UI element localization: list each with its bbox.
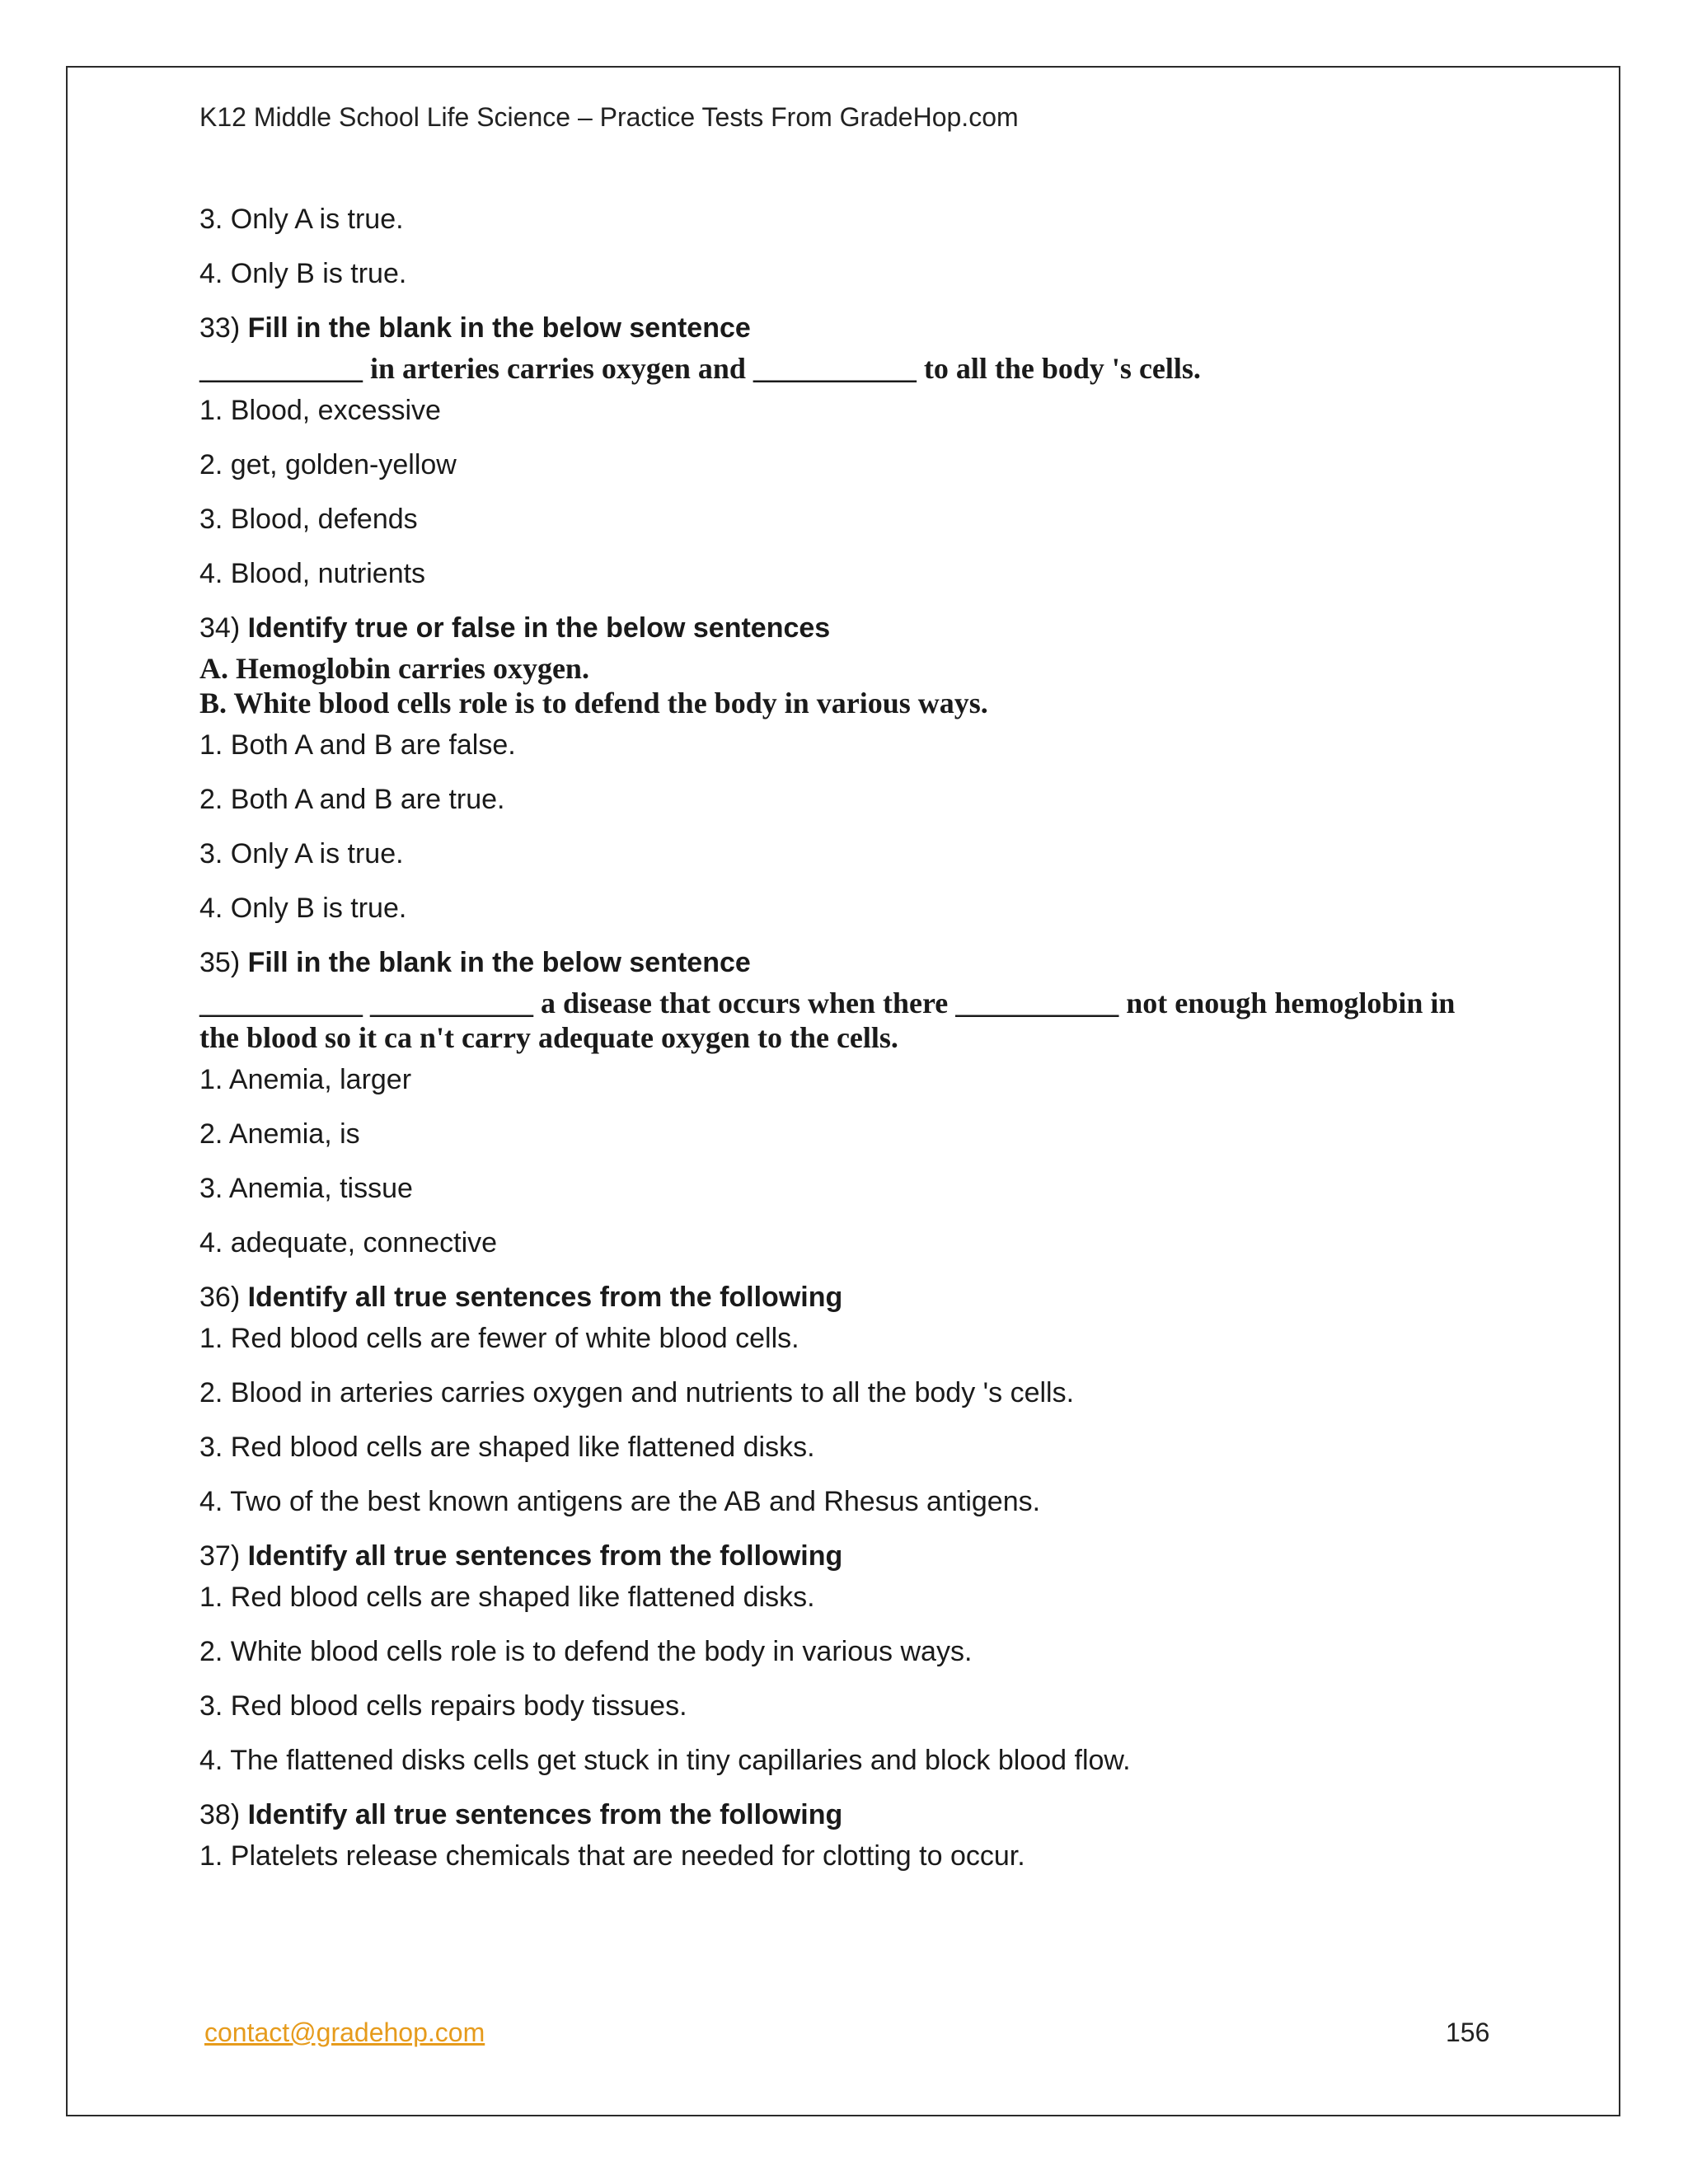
question-prompt: Fill in the blank in the below sentence <box>247 312 751 344</box>
question-number: 35) <box>199 947 241 978</box>
option-item: 1. Red blood cells are fewer of white blood cells. <box>199 1323 799 1354</box>
statement-b: B. White blood cells role is to defend the body in various ways. <box>199 687 988 719</box>
question-37-heading <box>199 1538 1502 1574</box>
option-item: 3. Blood, defends <box>199 504 418 535</box>
question-number: 34) <box>199 612 241 644</box>
question-35-statement: ___________ ___________ a disease that occurs when there ___________ not enough hemoglobin in the blood so it ca n't carry adequate oxygen to the cells. <box>199 987 1456 1054</box>
question-number: 33) <box>199 312 241 344</box>
option-item: 1. Both A and B are false. <box>199 729 516 761</box>
page-content <box>199 201 1502 1892</box>
page-number: 156 <box>1446 2018 1490 2047</box>
option-item: 2. Blood in arteries carries oxygen and nutrients to all the body 's cells. <box>199 1377 1075 1408</box>
option-item: 1. Anemia, larger <box>199 1064 412 1095</box>
question-33-heading <box>199 310 1502 346</box>
option-item: 4. Two of the best known antigens are the AB and Rhesus antigens. <box>199 1486 1041 1517</box>
option-item: 2. Anemia, is <box>199 1118 360 1150</box>
question-prompt: Identify all true sentences from the following <box>247 1282 843 1313</box>
question-38-heading <box>199 1797 1502 1833</box>
option-item: 1. Platelets release chemicals that are needed for clotting to occur. <box>199 1840 1025 1872</box>
option-item: 3. Red blood cells are shaped like flattened disks. <box>199 1432 815 1463</box>
option-item: 3. Only A is true. <box>199 204 404 235</box>
option-item: 4. Blood, nutrients <box>199 558 426 589</box>
question-number: 38) <box>199 1799 241 1830</box>
option-item: 4. adequate, connective <box>199 1227 498 1258</box>
option-item: 2. White blood cells role is to defend the body in various ways. <box>199 1636 973 1667</box>
contact-email-link[interactable]: contact@gradehop.com <box>204 2018 485 2047</box>
option-item: 4. The flattened disks cells get stuck in tiny capillaries and block blood flow. <box>199 1745 1131 1776</box>
option-item: 4. Only B is true. <box>199 893 407 924</box>
option-item: 1. Red blood cells are shaped like flattened disks. <box>199 1582 815 1613</box>
question-prompt: Fill in the blank in the below sentence <box>247 947 751 978</box>
option-item: 2. get, golden-yellow <box>199 449 457 480</box>
statement-a: A. Hemoglobin carries oxygen. <box>199 652 589 685</box>
option-item: 2. Both A and B are true. <box>199 784 505 815</box>
option-item: 3. Red blood cells repairs body tissues. <box>199 1690 687 1722</box>
option-item: 3. Anemia, tissue <box>199 1173 413 1204</box>
option-item: 3. Only A is true. <box>199 838 404 869</box>
question-35-heading <box>199 944 1502 981</box>
page-header: K12 Middle School Life Science – Practice Tests From GradeHop.com <box>199 102 1019 132</box>
question-number: 36) <box>199 1282 241 1313</box>
question-33-statement: ___________ in arteries carries oxygen and ___________ to all the body 's cells. <box>199 352 1201 385</box>
question-prompt: Identify all true sentences from the following <box>247 1799 843 1830</box>
question-34-statements <box>199 651 1502 720</box>
option-item: 4. Only B is true. <box>199 258 407 289</box>
question-34-heading <box>199 610 1502 646</box>
option-item: 1. Blood, excessive <box>199 395 441 426</box>
question-prompt: Identify all true sentences from the following <box>247 1540 843 1572</box>
question-number: 37) <box>199 1540 241 1572</box>
question-36-heading <box>199 1279 1502 1315</box>
question-prompt: Identify true or false in the below sentences <box>247 612 831 644</box>
